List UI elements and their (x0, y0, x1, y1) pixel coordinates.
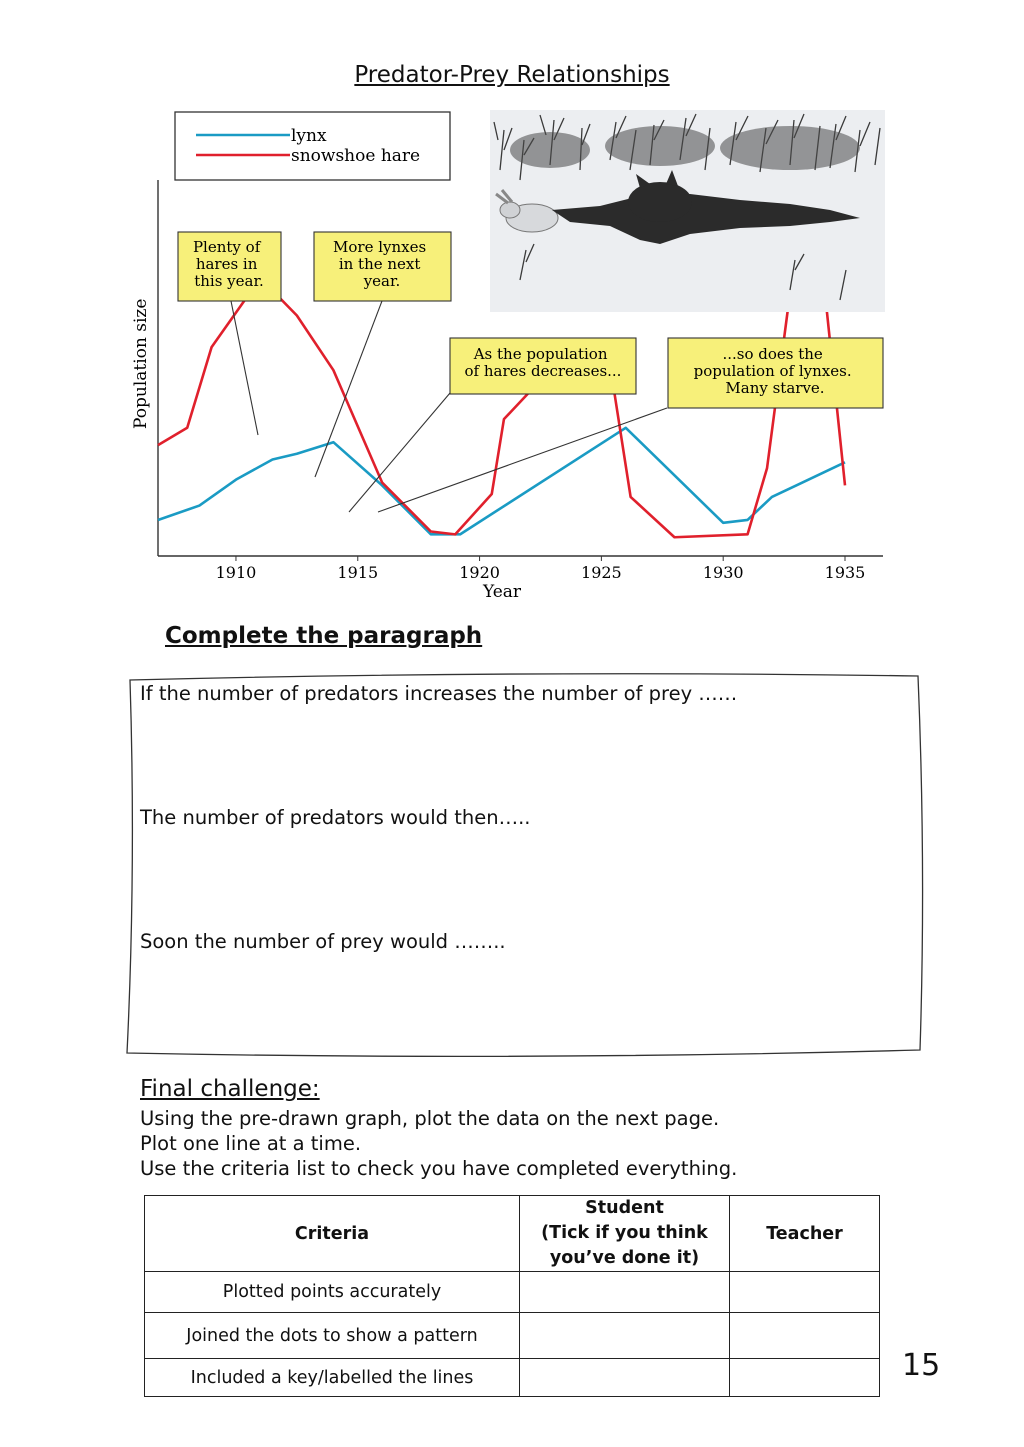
x-tick-label: 1910 (215, 563, 257, 582)
table-row (145, 1272, 880, 1313)
section-heading: Complete the paragraph (165, 623, 483, 649)
x-tick-label: 1935 (824, 563, 866, 582)
paragraph-prompt-2: The number of predators would then….. (140, 806, 531, 829)
paragraph-answer-box[interactable] (122, 668, 924, 1064)
lynx-chasing-hare-photo (490, 110, 885, 312)
annotation-4-text: ...so does the population of lynxes. Many starve. (693, 345, 852, 397)
x-tick-label: 1925 (581, 563, 622, 582)
legend-label-lynx: lynx (291, 126, 327, 146)
table-row (145, 1359, 880, 1397)
annotation-2-leader (315, 301, 382, 477)
teacher-tick-cell[interactable] (730, 1272, 880, 1313)
paragraph-prompt-1: If the number of predators increases the number of prey …… (140, 682, 738, 705)
x-tick-label: 1915 (337, 563, 379, 582)
header-teacher: Teacher (730, 1196, 880, 1272)
page-number: 15 (902, 1348, 941, 1383)
annotation-3-leader (349, 393, 450, 512)
teacher-tick-cell[interactable] (730, 1359, 880, 1397)
header-criteria: Criteria (145, 1196, 520, 1272)
student-tick-cell[interactable] (520, 1272, 730, 1313)
x-tick-label: 1920 (459, 563, 500, 582)
criteria-table (144, 1195, 880, 1397)
paragraph-prompt-3: Soon the number of prey would …….. (140, 930, 506, 953)
legend-label-hare: snowshoe hare (291, 146, 421, 166)
challenge-line-3: Use the criteria list to check you have completed everything. (140, 1157, 738, 1180)
series-line-lynx (158, 428, 845, 535)
annotation-1-leader (231, 301, 258, 435)
challenge-line-1: Using the pre-drawn graph, plot the data on the next page. (140, 1107, 720, 1130)
criteria-cell: Joined the dots to show a pattern (145, 1313, 520, 1359)
challenge-line-2: Plot one line at a time. (140, 1132, 362, 1155)
criteria-cell: Plotted points accurately (145, 1272, 520, 1313)
student-tick-cell[interactable] (520, 1359, 730, 1397)
y-axis-label: Population size (131, 298, 151, 429)
criteria-cell: Included a key/labelled the lines (145, 1359, 520, 1397)
header-student: Student (Tick if you think you’ve done it) (520, 1196, 730, 1272)
x-tick-label: 1930 (702, 563, 744, 582)
x-axis-label: Year (482, 582, 522, 602)
student-tick-cell[interactable] (520, 1313, 730, 1359)
x-ticks (216, 556, 866, 582)
annotation-1-text: Plenty of hares in this year. (192, 238, 264, 290)
criteria-header-row (145, 1196, 880, 1272)
page-title: Predator-Prey Relationships (354, 62, 670, 88)
annotation-3-text: As the population of hares decreases... (464, 345, 622, 380)
teacher-tick-cell[interactable] (730, 1313, 880, 1359)
annotation-2-text: More lynxes in the next year. (333, 238, 427, 290)
table-row (145, 1313, 880, 1359)
challenge-title: Final challenge: (140, 1076, 320, 1102)
